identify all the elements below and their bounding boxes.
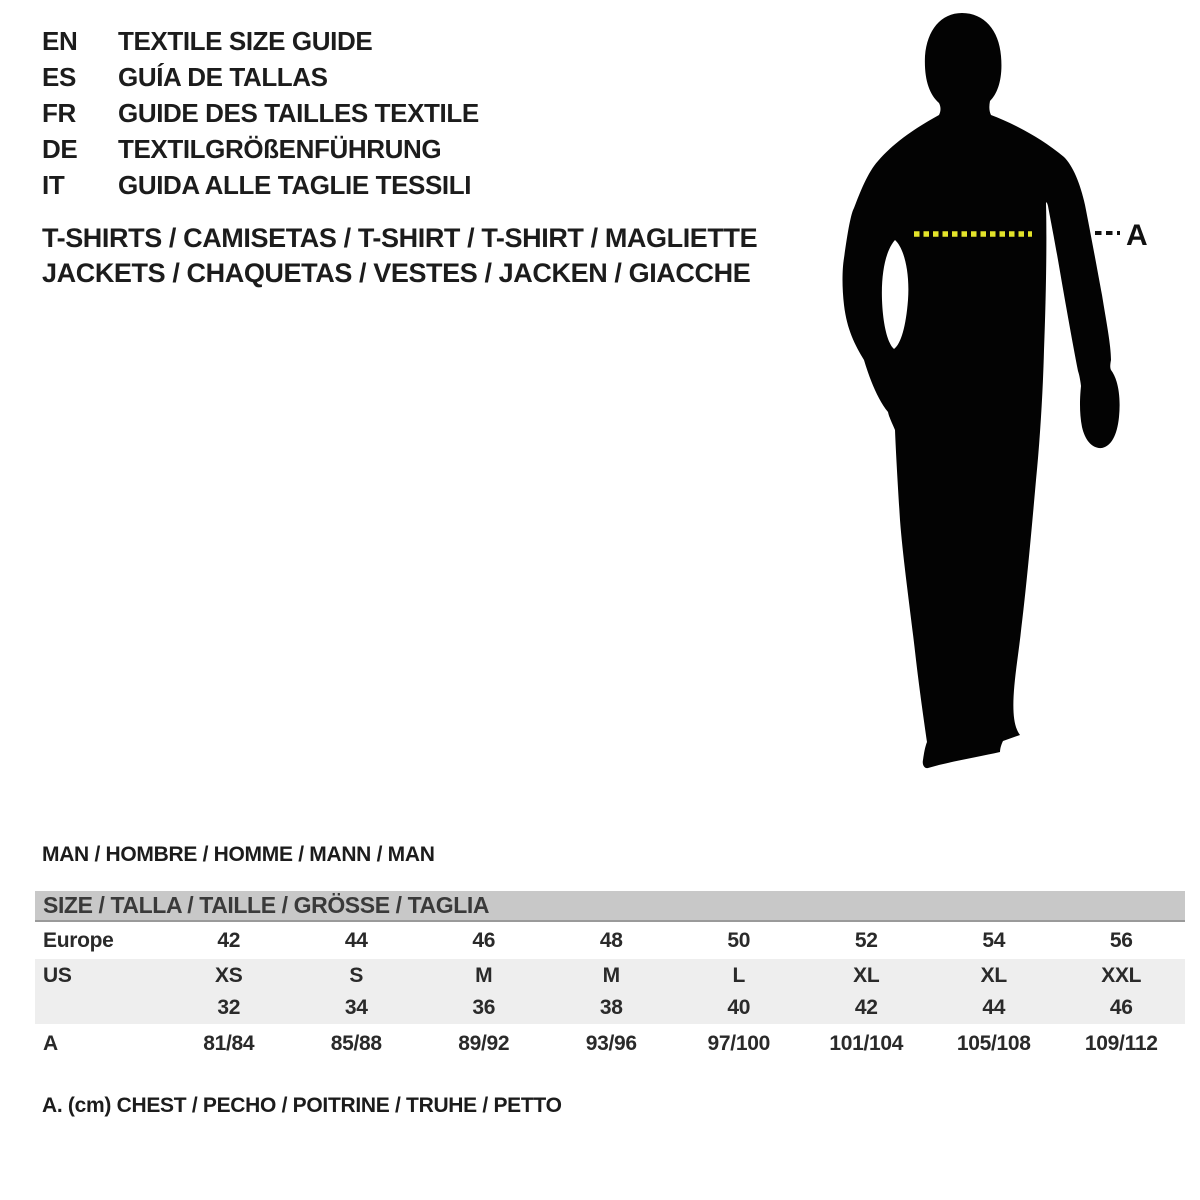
table-cell: 109/112 [1084,1031,1158,1055]
table-cell: 42 [854,996,878,1019]
table-row-chest-a [35,1024,1185,1063]
table-cell: 50 [727,928,751,952]
row-label: A [43,1031,58,1055]
language-list [42,26,479,206]
section-title-man: MAN / HOMBRE / HOMME / MANN / MAN [42,843,435,866]
table-cell: 36 [472,996,496,1019]
size-guide-figure [840,0,1160,800]
measurement-legend: A. (cm) CHEST / PECHO / POITRINE / TRUHE / PETTO [42,1094,562,1117]
table-cell: 38 [599,996,623,1019]
table-cell: M [475,963,493,987]
language-title: TEXTILE SIZE GUIDE [118,26,373,56]
language-title: TEXTILGRÖßENFÜHRUNG [118,134,442,164]
language-code: IT [42,170,65,200]
language-title: GUÍA DE TALLAS [118,62,328,92]
table-cell: 34 [344,996,368,1019]
language-row [42,98,479,134]
product-categories [42,221,757,291]
table-cell: 44 [344,928,368,952]
language-row [42,62,479,98]
language-code: ES [42,62,76,92]
table-cell: 105/108 [956,1031,1031,1055]
table-cell: XL [853,963,880,987]
table-cell: 52 [854,928,878,952]
table-cell: 46 [472,928,496,952]
table-cell: 46 [1109,996,1133,1019]
row-label: Europe [43,928,114,952]
language-row [42,134,479,170]
table-cell: 93/96 [585,1031,637,1055]
language-title: GUIDE DES TAILLES TEXTILE [118,98,479,128]
table-cell: XS [215,963,243,987]
size-table [35,891,1185,1063]
language-row [42,26,479,62]
language-code: DE [42,134,78,164]
language-row [42,170,479,206]
table-cell: 81/84 [203,1031,255,1055]
table-row-us-numeric [35,992,1185,1024]
table-cell: 56 [1109,928,1133,952]
man-silhouette [843,13,1120,768]
table-cell: 89/92 [458,1031,510,1055]
table-row-us [35,959,1185,992]
table-cell: 48 [599,928,623,952]
table-cell: M [602,963,620,987]
table-cell: 97/100 [707,1031,770,1055]
size-table-header: SIZE / TALLA / TAILLE / GRÖSSE / TAGLIA [35,891,1185,922]
man-silhouette-svg [840,0,1160,800]
table-cell: L [732,963,746,987]
row-label: US [43,963,72,987]
table-cell: 54 [982,928,1006,952]
table-cell: 44 [982,996,1006,1019]
table-cell: 101/104 [829,1031,904,1055]
table-cell: XL [980,963,1007,987]
table-cell: 32 [217,996,241,1019]
language-code: FR [42,98,76,128]
table-cell: XXL [1101,963,1142,987]
table-cell: 85/88 [330,1031,382,1055]
table-row-europe [35,922,1185,959]
table-cell: S [349,963,364,987]
category-line-jackets: JACKETS / CHAQUETAS / VESTES / JACKEN / GIACCHE [42,258,751,288]
table-cell: 40 [727,996,751,1019]
language-code: EN [42,26,78,56]
measure-label-a: A [1126,219,1148,252]
language-title: GUIDA ALLE TAGLIE TESSILI [118,170,472,200]
table-cell: 42 [217,928,241,952]
category-line-tshirts: T-SHIRTS / CAMISETAS / T-SHIRT / T-SHIRT / MAGLIETTE [42,223,758,253]
